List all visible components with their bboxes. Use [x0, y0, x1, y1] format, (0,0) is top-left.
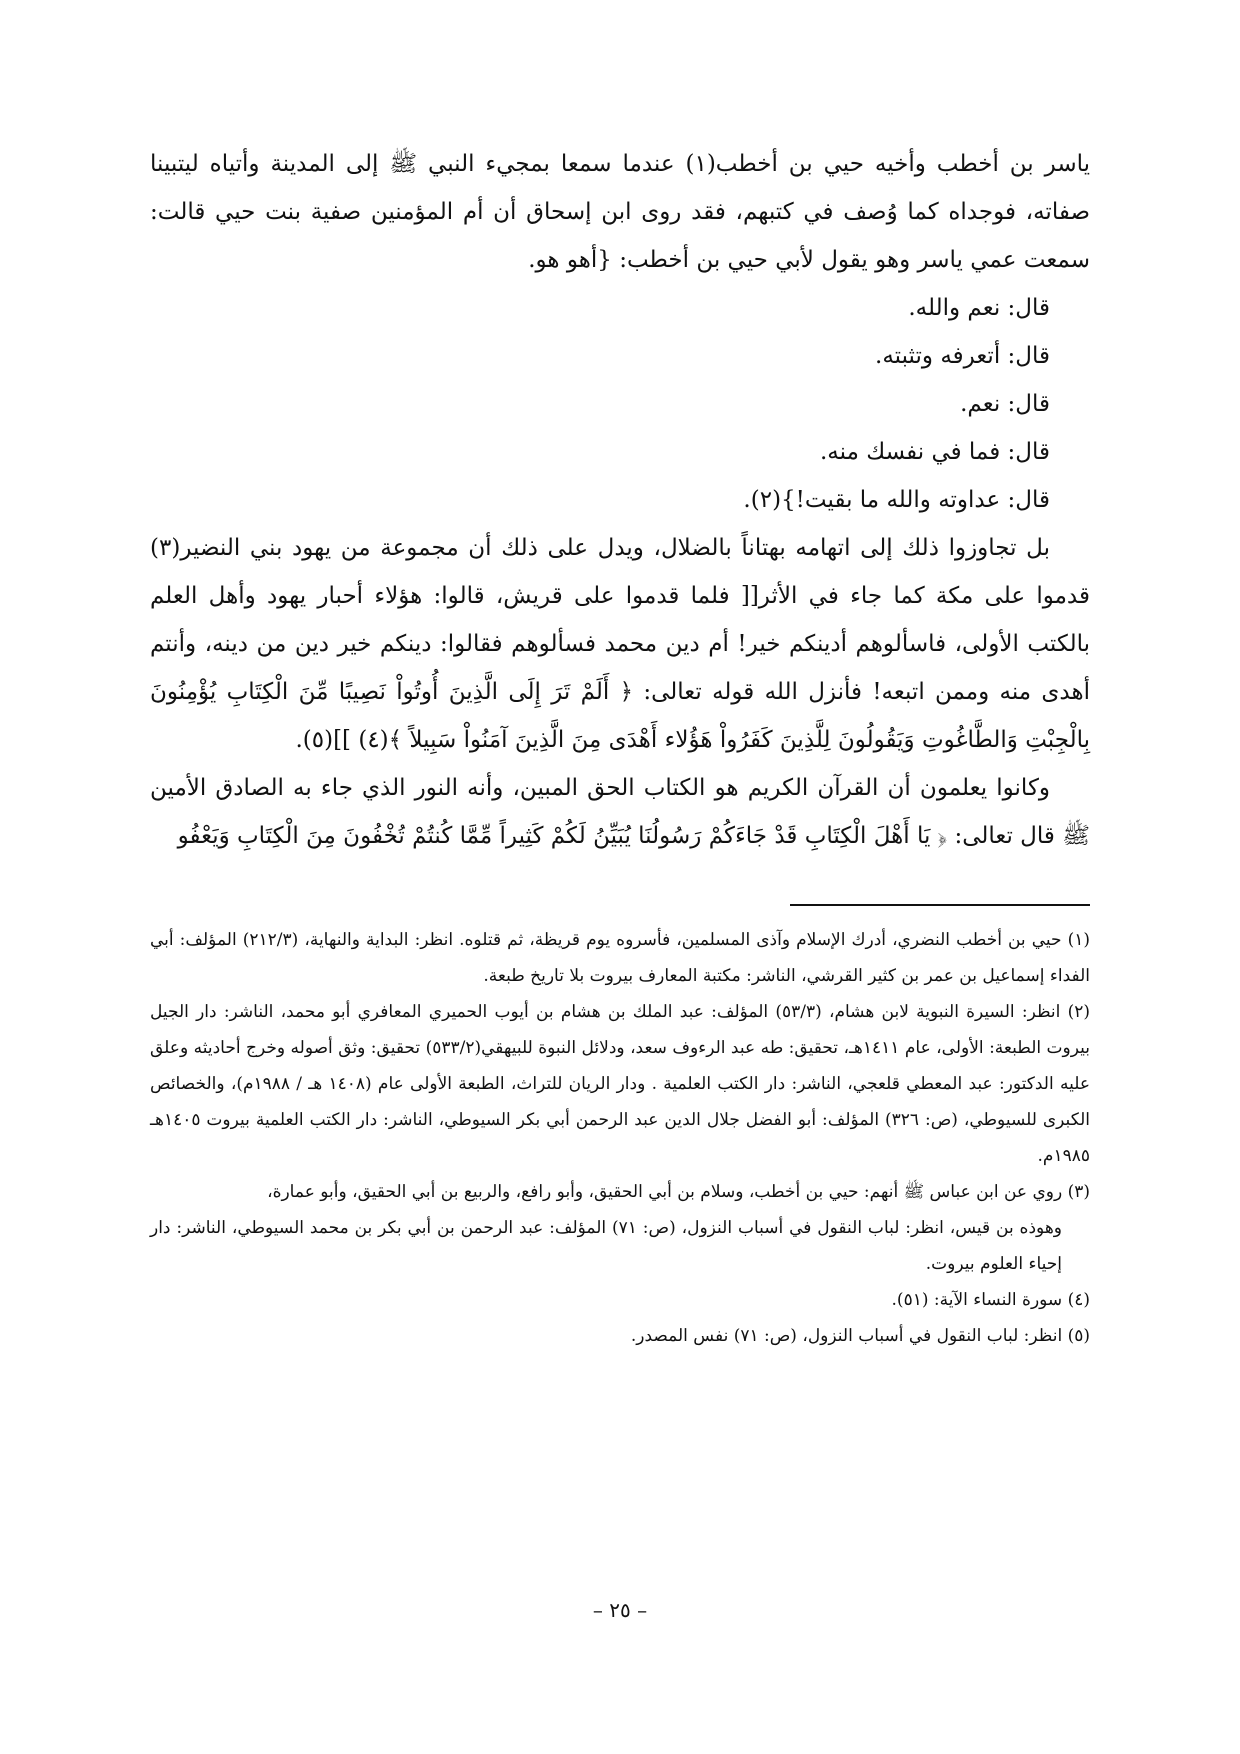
footnote-3: (٣) روي عن ابن عباس ﷺ أنهم: حيي بن أخطب، وسلام بن أبي الحقيق، وأبو رافع، والربيع بن أبي الحقيق، وأبو عمارة،	[267, 1182, 1090, 1202]
document-page	[150, 140, 1090, 1714]
footnote-3-continued: وهوذه بن قيس، انظر: لباب النقول في أسباب النزول، (ص: ٧١) المؤلف: عبد الرحمن بن أبي بكر بن محمد السيوطي، الناشر: دار إحياء العلوم بيروت.	[150, 1218, 1062, 1274]
paragraph-1: ياسر بن أخطب وأخيه حيي بن أخطب(١) عندما سمعا بمجيء النبي ﷺ إلى المدينة وأتياه ليتبينا صفاته، فوجداه كما وُصف في كتبهم، فقد روى ابن إسحاق أن أم المؤمنين صفية بنت حيي قالت: سمعت عمي ياسر وهو يقول لأبي حيي بن أخطب: {أهو هو.	[150, 151, 1090, 273]
page-number: – ٢٥ –	[592, 1598, 648, 1622]
paragraph-2: بل تجاوزوا ذلك إلى اتهامه بهتاناً بالضلال، ويدل على ذلك أن مجموعة من يهود بني النضير(٣) قدموا على مكة كما جاء في الأثر[[ فلما قدموا على قريش، قالوا: هؤلاء أحبار يهود وأهل العلم بالكتب الأولى، فاسألوهم أدينكم خير! أم دين محمد فسألوهم فقالوا: دينكم خير دين من دينه، وأنتم أهدى منه وممن اتبعه! فأنزل الله قوله تعالى: ﴿ أَلَمْ تَرَ إِلَى الَّذِينَ أُوتُواْ نَصِيبًا مِّنَ الْكِتَابِ يُؤْمِنُونَ بِالْجِبْتِ وَالطَّاغُوتِ وَيَقُولُونَ لِلَّذِينَ كَفَرُواْ هَؤُلاء أَهْدَى مِنَ الَّذِينَ آمَنُواْ سَبِيلاً ﴾(٤) ]](٥).	[150, 535, 1090, 753]
footnote-4: (٤) سورة النساء الآية: (٥١).	[891, 1290, 1090, 1310]
dialog-line-3: قال: نعم.	[960, 391, 1050, 417]
main-text	[150, 140, 1090, 860]
dialog-line-2: قال: أتعرفه وتثبته.	[875, 343, 1050, 369]
footnotes	[150, 922, 1090, 1354]
footnote-2: (٢) انظر: السيرة النبوية لابن هشام، (٥٣/٣) المؤلف: عبد الملك بن هشام بن أيوب الحميري المعافري أبو محمد، الناشر: دار الجيل بيروت الطبعة: الأولى، عام ١٤١١هـ، تحقيق: طه عبد الرءوف سعد، ودلائل النبوة للبيهقي(٥٣٣/٢) تحقيق: وثق أصوله وخرج أحاديثه وعلق عليه الدكتور: عبد المعطي قلعجي، الناشر: دار الكتب العلمية . ودار الريان للتراث، الطبعة الأولى عام (١٤٠٨ هـ / ١٩٨٨م)، والخصائص الكبرى للسيوطي، (ص: ٣٢٦) المؤلف: أبو الفضل جلال الدين عبد الرحمن أبي بكر السيوطي، الناشر: دار الكتب العلمية بيروت ١٤٠٥هـ ١٩٨٥م.	[150, 1002, 1091, 1166]
dialog-line-5: قال: عداوته والله ما بقيت!}(٢).	[743, 487, 1050, 513]
dialog-line-4: قال: فما في نفسك منه.	[819, 439, 1050, 465]
paragraph-3: وكانوا يعلمون أن القرآن الكريم هو الكتاب الحق المبين، وأنه النور الذي جاء به الصادق الأمين ﷺ قال تعالى: ﴿ يَا أَهْلَ الْكِتَابِ قَدْ جَاءَكُمْ رَسُولُنَا يُبَيِّنُ لَكُمْ كَثِيراً مِّمَّا كُنتُمْ تُخْفُونَ مِنَ الْكِتَابِ وَيَعْفُو	[150, 775, 1090, 849]
dialog-line-1: قال: نعم والله.	[908, 295, 1050, 321]
footnote-1: (١) حيي بن أخطب النضري، أدرك الإسلام وآذى المسلمين، فأسروه يوم قريظة، ثم قتلوه. انظر: البداية والنهاية، (٢١٢/٣) المؤلف: أبي الفداء إسماعيل بن عمر بن كثير القرشي، الناشر: مكتبة المعارف بيروت بلا تاريخ طبعة.	[150, 930, 1090, 986]
footnote-divider	[790, 904, 1090, 906]
footnote-5: (٥) انظر: لباب النقول في أسباب النزول، (ص: ٧١) نفس المصدر.	[630, 1326, 1090, 1346]
